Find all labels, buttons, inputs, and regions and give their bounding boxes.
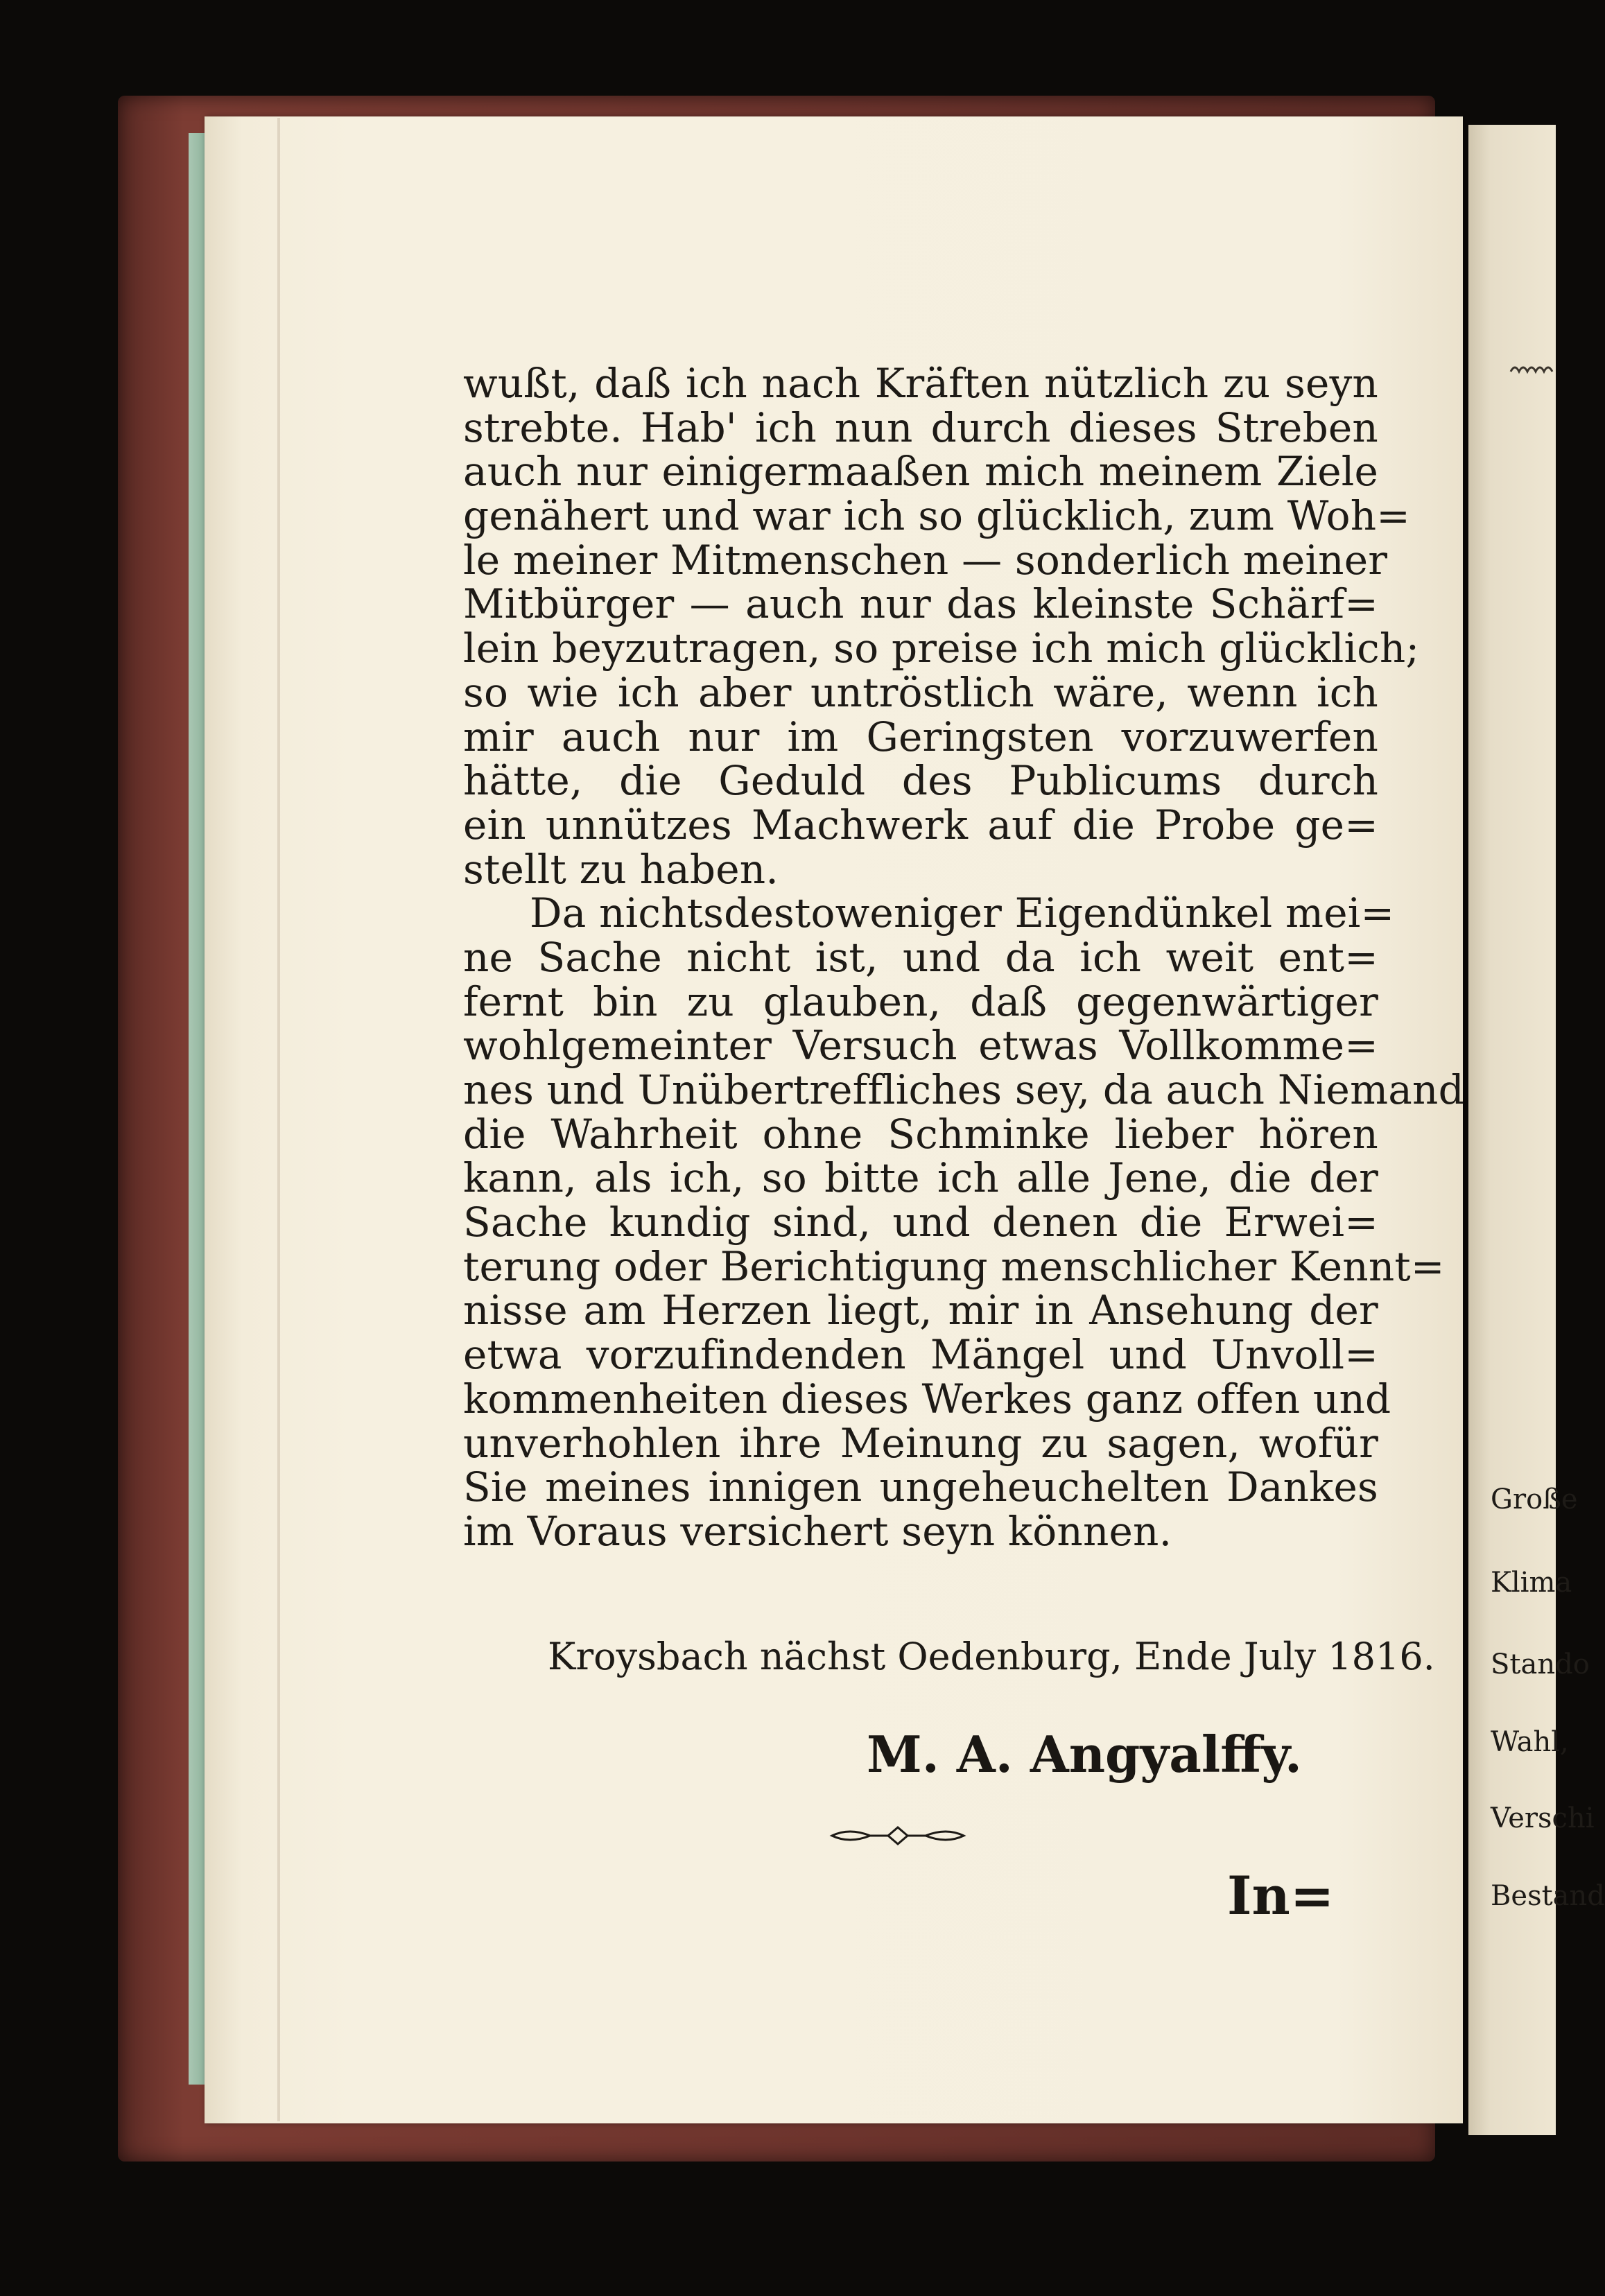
author-signature: M. A. Angyalffy. — [867, 1725, 1302, 1784]
text-line: kann, als ich, so bitte ich alle Jene, die der — [463, 1154, 1378, 1202]
facing-page-word: Klima — [1491, 1567, 1572, 1599]
text-line: etwa vorzufindenden Mängel und Unvoll= — [463, 1331, 1378, 1379]
main-text — [463, 360, 1464, 1555]
text-line: unverhohlen ihre Meinung zu sagen, wofür — [463, 1419, 1378, 1467]
catchword: In= — [1227, 1865, 1335, 1927]
text-line: so wie ich aber untröstlich wäre, wenn ich — [463, 668, 1378, 716]
ornament-divider — [828, 1823, 967, 1848]
text-line: die Wahrheit ohne Schminke lieber hören — [463, 1110, 1378, 1158]
text-line: Mitbürger — auch nur das kleinste Schärf= — [463, 580, 1378, 628]
text-line: genähert und war ich so glücklich, zum Woh= — [463, 492, 1411, 540]
text-line: lein beyzutragen, so preise ich mich glücklich; — [463, 625, 1420, 672]
facing-page-word: Verschi — [1491, 1802, 1595, 1834]
text-line: strebte. Hab' ich nun durch dieses Streben — [463, 403, 1378, 451]
text-line: stellt zu haben. — [463, 845, 779, 893]
text-line: Sache kundig sind, und denen die Erwei= — [463, 1199, 1378, 1246]
facing-page-word: Große — [1491, 1484, 1578, 1515]
text-line: fernt bin zu glauben, daß gegenwärtiger — [463, 977, 1378, 1025]
text-line: kommenheiten dieses Werkes ganz offen und — [463, 1375, 1391, 1423]
text-line: le meiner Mitmenschen — sonderlich meiner — [463, 536, 1388, 584]
show-through-mark — [1508, 358, 1555, 379]
text-line: wohlgemeinter Versuch etwas Vollkomme= — [463, 1022, 1378, 1070]
text-line: nes und Unübertreffliches sey, da auch Niemand — [463, 1066, 1464, 1113]
page-gutter-shadow — [277, 118, 280, 2121]
facing-page-word: Wahl, — [1491, 1726, 1569, 1758]
text-line: ein unnützes Machwerk auf die Probe ge= — [463, 801, 1378, 849]
text-line: Sie meines innigen ungeheuchelten Dankes — [463, 1463, 1378, 1511]
text-line: wußt, daß ich nach Kräften nützlich zu seyn — [463, 360, 1378, 407]
text-line: mir auch nur im Geringsten vorzuwerfen — [463, 713, 1378, 760]
text-line: ne Sache nicht ist, und da ich weit ent= — [463, 933, 1378, 981]
text-line: Da nichtsdestoweniger Eigendünkel mei= — [530, 889, 1395, 937]
facing-page-word: Stando — [1491, 1649, 1590, 1680]
text-line: terung oder Berichtigung menschlicher Kennt= — [463, 1242, 1445, 1290]
text-line: auch nur einigermaaßen mich meinem Ziele — [463, 448, 1378, 496]
facing-page-word: Bestand — [1491, 1880, 1605, 1912]
text-line: hätte, die Geduld des Publicums durch — [463, 757, 1378, 805]
dateline: Kroysbach nächst Oedenburg, Ende July 1816. — [548, 1635, 1435, 1678]
text-line: nisse am Herzen liegt, mir in Ansehung der — [463, 1287, 1378, 1334]
text-line: im Voraus versichert seyn können. — [463, 1507, 1172, 1555]
